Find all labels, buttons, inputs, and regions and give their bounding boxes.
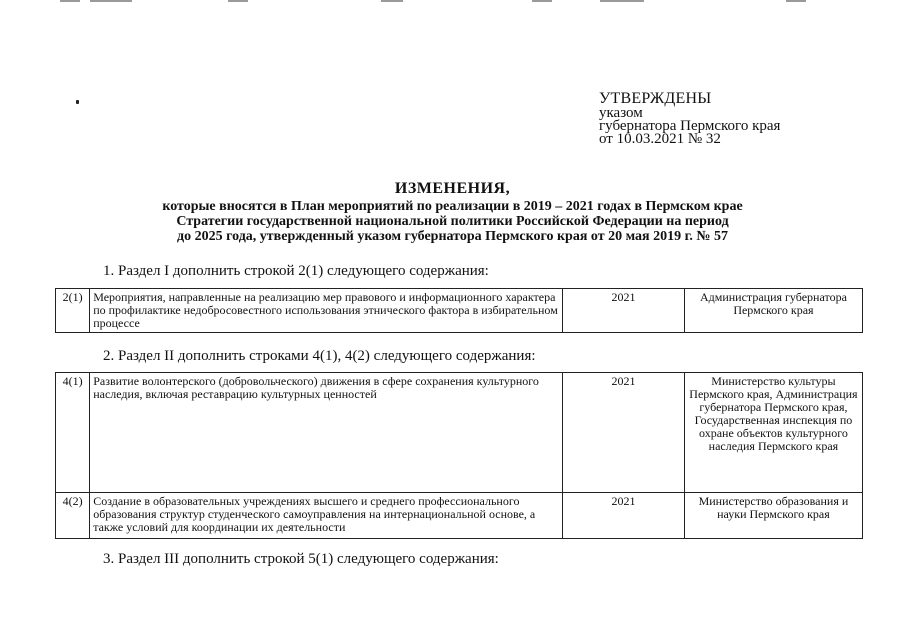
changes-table-section-2: [55, 372, 863, 539]
subtitle-line: которые вносятся в План мероприятий по реализации в 2019 – 2021 годах в Пермском крае: [162, 199, 743, 214]
row-number: 4(1): [56, 373, 90, 493]
subtitle-line: Стратегии государственной национальной политики Российской Федерации на период: [176, 214, 729, 229]
row-year: 2021: [563, 493, 685, 539]
row-number: 2(1): [56, 289, 90, 333]
row-activity: Создание в образовательных учреждениях высшего и среднего профессионального образования структур студенческого самоуправления на интернациональной основе, а также условий для координации их деятельности: [90, 493, 563, 539]
table-row: [56, 289, 863, 333]
row-activity: Мероприятия, направленные на реализацию мер правового и информационного характера по профилактике недобросовестного использования этнического фактора в избирательном процессе: [90, 289, 563, 333]
row-activity: Развитие волонтерского (добровольческого) движения в сфере сохранения культурного наследия, включая реставрацию культурных ценностей: [90, 373, 563, 493]
scan-edge-mark: [786, 0, 806, 2]
document-title: ИЗМЕНЕНИЯ,: [394, 180, 511, 197]
row-responsible: Министерство культуры Пермского края, Администрация губернатора Пермского края, Государственная инспекция по охране объектов культурного наследия Пермского края: [684, 373, 862, 493]
section-instruction: 1. Раздел I дополнить строкой 2(1) следующего содержания:: [103, 263, 489, 279]
section-instruction: 2. Раздел II дополнить строками 4(1), 4(2) следующего содержания:: [103, 348, 536, 364]
row-year: 2021: [563, 289, 685, 333]
approval-block: [599, 90, 780, 146]
table-row: [56, 493, 863, 539]
row-responsible: Министерство образования и науки Пермского края: [684, 493, 862, 539]
document-subtitle: [95, 199, 810, 244]
approval-heading: УТВЕРЖДЕНЫ: [599, 90, 712, 107]
scan-edge-mark: [600, 0, 644, 2]
scan-edge-mark: [60, 0, 80, 2]
scan-edge-mark: [532, 0, 552, 2]
row-responsible: Администрация губернатора Пермского края: [684, 289, 862, 333]
row-number: 4(2): [56, 493, 90, 539]
section-instruction: 3. Раздел III дополнить строкой 5(1) следующего содержания:: [103, 551, 499, 567]
scan-edge-mark: [228, 0, 248, 2]
approval-line: губернатора Пермского края: [599, 118, 781, 134]
changes-table-section-1: [55, 288, 863, 333]
approval-line: указом: [599, 105, 643, 121]
table-row: [56, 373, 863, 493]
subtitle-line: до 2025 года, утвержденный указом губернатора Пермского края от 20 мая 2019 г. № 57: [177, 229, 728, 244]
scan-edge-mark: [381, 0, 403, 2]
scan-edge-mark: [90, 0, 132, 2]
approval-date: от 10.03.2021 № 32: [599, 131, 721, 147]
scan-speck: [76, 100, 79, 104]
row-year: 2021: [563, 373, 685, 493]
